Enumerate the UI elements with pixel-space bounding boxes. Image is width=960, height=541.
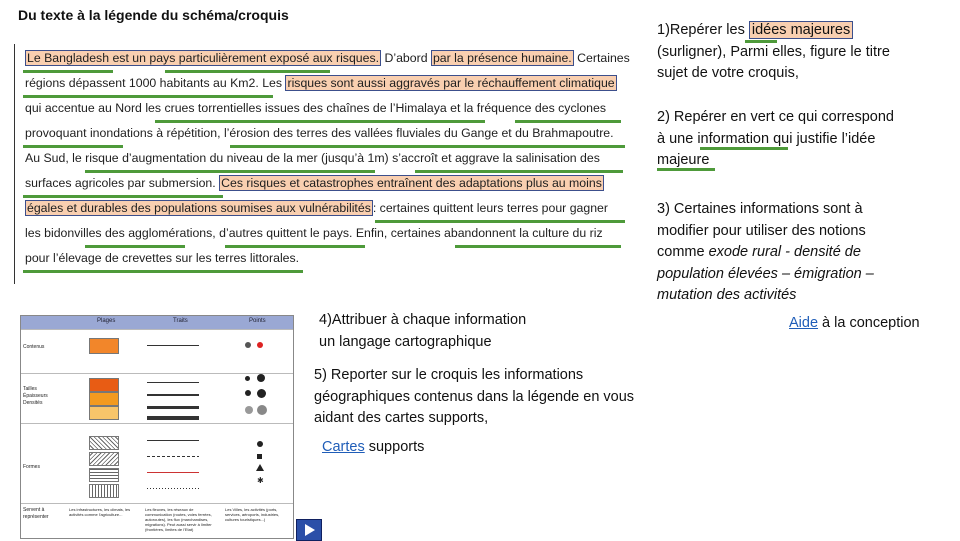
green-underline: [23, 270, 303, 273]
cartes-line: Cartes supports: [322, 439, 425, 455]
legend-line: [147, 416, 199, 420]
swatch-hatched: [89, 468, 119, 482]
green-underline: [23, 195, 223, 198]
aide-line: Aide à la conception: [789, 315, 920, 331]
text-line-3: qui accentue au Nord les crues torrentielles issues des chaînes de l’Himalaya et la fréquence des cyclones: [25, 101, 606, 115]
legend-triangle: [256, 464, 264, 471]
legend-point: [257, 405, 267, 415]
green-underline: [375, 220, 625, 223]
green-underline: [225, 245, 365, 248]
legend-point: [245, 376, 250, 381]
legend-line: [147, 394, 199, 396]
highlight-box: idées majeures: [749, 21, 853, 39]
legend-dotted-line: [147, 488, 199, 489]
green-underline: [415, 170, 623, 173]
swatch-orange: [89, 378, 119, 392]
legend-table-image: [20, 315, 294, 539]
legend-col-points: Points: [249, 318, 266, 324]
step-2: 2) Repérer en vert ce qui correspond à une information qui justifie l’idée majeure: [657, 109, 894, 168]
legend-col-plages: Plages: [97, 318, 116, 324]
legend-dashed-line: [147, 456, 199, 457]
legend-row-servent: Servent à représenter Les infrastructures, les climats, les activités comme l'agriculture... Les fleuves, les réseaux de communication (routes, voies ferrées, autoroutes), les flux (marchandises, migrations). Peut aussi servir à limiter (frontières, limites de l'Etat) Les Villes, les activités (ports, services, aéroports, industries, cultures touristiques...): [21, 503, 293, 538]
step-3: 3) Certaines informations sont à modifier pour utiliser des notions comme exode rural - densité de population élevées – émigration – mutation des activités: [657, 201, 874, 303]
legend-line: [147, 406, 199, 409]
green-underline: [455, 245, 621, 248]
swatch-orange: [89, 392, 119, 406]
legend-col-traits: Traits: [173, 318, 188, 324]
green-underline: [85, 245, 185, 248]
text-line-8: les bidonvilles des agglomérations, d’autres quittent le pays. Enfin, certaines abandonnent la culture du riz: [25, 226, 603, 240]
legend-point: [257, 441, 263, 447]
text-line-2: régions dépassent 1000 habitants au Km2. Les risques sont aussi aggravés par le réchauffement climatique: [25, 76, 615, 90]
green-underline: [23, 145, 123, 148]
legend-row-tailles: Tailles Épaisseurs Densités: [21, 373, 293, 424]
aide-link[interactable]: Aide: [789, 315, 819, 331]
green-underline: [230, 145, 625, 148]
legend-star: ✱: [257, 476, 264, 485]
text-line-4: provoquant inondations à répétition, l’érosion des terres des vallées fluviales du Gange et du Brahmapoutre.: [25, 126, 614, 140]
legend-row-formes: Formes: [21, 423, 293, 504]
text-line-5: Au Sud, le risque d’augmentation du niveau de la mer (jusqu’à 1m) s’accroît et aggrave la salinisation des: [25, 151, 600, 165]
step-4: 4)Attribuer à chaque information un langage cartographique: [319, 312, 527, 350]
swatch-hatched: [89, 452, 119, 466]
page-title: Du texte à la légende du schéma/croquis: [18, 7, 289, 23]
source-text-box: [14, 44, 629, 284]
legend-line: [147, 472, 199, 473]
legend-arrow: [147, 440, 199, 441]
next-slide-button[interactable]: [296, 519, 322, 541]
swatch-hatched: [89, 436, 119, 450]
swatch-orange: [89, 338, 119, 354]
text-line-7: égales et durables des populations soumises aux vulnérabilités : certaines quittent leurs terres pour gagner: [27, 201, 608, 215]
text-line-9: pour l’élevage de crevettes sur les terres littorales.: [25, 251, 300, 265]
legend-line: [147, 382, 199, 383]
cartes-link[interactable]: Cartes: [322, 439, 365, 455]
green-underline: [745, 40, 777, 43]
legend-square: [257, 454, 262, 459]
text-line-6: surfaces agricoles par submersion. Ces risques et catastrophes entraînent des adaptations plus au moins: [25, 176, 602, 190]
swatch-orange: [89, 406, 119, 420]
green-underline: [23, 70, 113, 73]
legend-line: [147, 345, 199, 346]
legend-point: [257, 374, 265, 382]
legend-point: [245, 406, 253, 414]
green-underline: [657, 168, 715, 171]
legend-point: [257, 389, 266, 398]
green-underline: [155, 120, 485, 123]
text-line-1: Le Bangladesh est un pays particulièrement exposé aux risques. D’abord par la présence humaine. Certaines: [27, 51, 630, 65]
legend-point: [245, 390, 251, 396]
step-1: 1)Repérer les idées majeures (surligner), Parmi elles, figure le titre sujet de votre croquis,: [657, 22, 890, 81]
green-underline: [85, 170, 375, 173]
legend-row-contenus: Contenus: [21, 329, 293, 374]
green-underline: [515, 120, 621, 123]
step-5: 5) Reporter sur le croquis les informations géographiques contenus dans la légende en vous aidant des cartes supports,: [314, 367, 635, 426]
green-underline: [700, 147, 788, 150]
legend-point: [245, 342, 251, 348]
green-underline: [23, 95, 273, 98]
swatch-hatched: [89, 484, 119, 498]
legend-point: [257, 342, 263, 348]
green-underline: [165, 70, 330, 73]
